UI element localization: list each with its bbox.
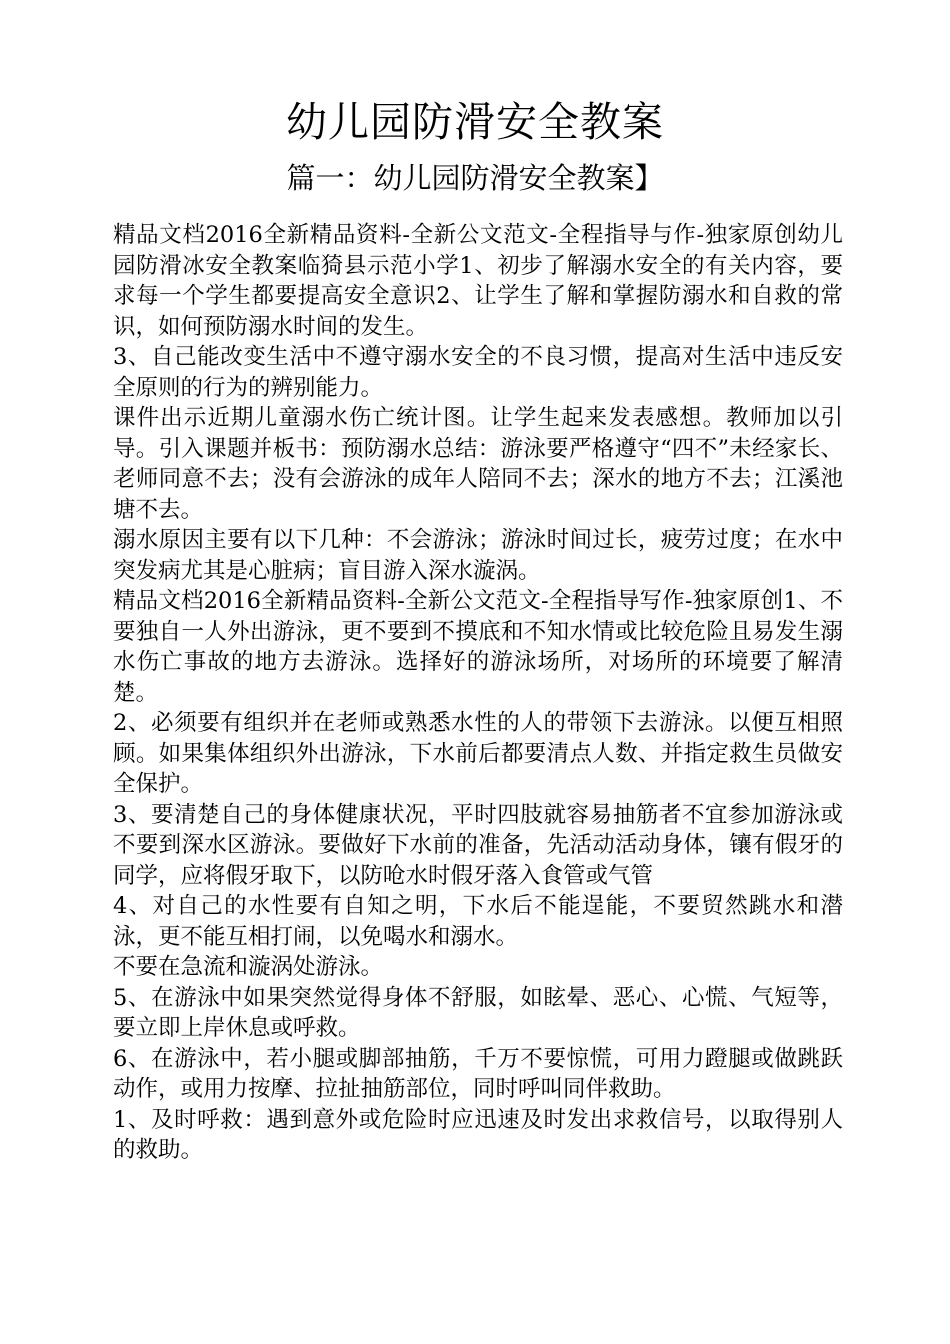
paragraph: 精品文档2016全新精品资料-全新公文范文-全程指导写作-独家原创1、不要独自一人外出游泳，更不要到不摸底和不知水情或比较危险且易发生溺水伤亡事故的地方去游泳。选择好的游泳场所，对场所的环境要了解清楚。 xyxy=(113,588,843,706)
paragraph: 课件出示近期儿童溺水伤亡统计图。让学生起来发表感想。教师加以引导。引入课题并板书：预防溺水总结：游泳要严格遵守“四不”未经家长、老师同意不去；没有会游泳的成年人陪同不去；深水的地方不去；江溪池塘不去。 xyxy=(113,405,843,523)
paragraph: 溺水原因主要有以下几种：不会游泳；游泳时间过长，疲劳过度；在水中突发病尤其是心脏病；盲目游入深水漩涡。 xyxy=(113,527,843,584)
paragraph: 3、要清楚自己的身体健康状况，平时四肢就容易抽筋者不宜参加游泳或不要到深水区游泳。要做好下水前的准备，先活动活动身体，镶有假牙的同学，应将假牙取下，以防呛水时假牙落入食管或气管 xyxy=(113,801,843,889)
paragraph: 5、在游泳中如果突然觉得身体不舒服，如眩晕、恶心、心慌、气短等，要立即上岸休息或呼救。 xyxy=(113,984,843,1041)
document-subtitle: 篇一：幼儿园防滑安全教案】 xyxy=(286,161,664,195)
document-body xyxy=(113,220,843,1166)
paragraph: 1、及时呼救：遇到意外或危险时应迅速及时发出求救信号，以取得别人的救助。 xyxy=(113,1106,843,1163)
paragraph: 精品文档2016全新精品资料-全新公文范文-全程指导与作-独家原创幼儿园防滑冰安全教案临猗县示范小学1、初步了解溺水安全的有关内容，要求每一个学生都要提高安全意识2、让学生了解和掌握防溺水和自救的常识，如何预防溺水时间的发生。 xyxy=(113,222,843,340)
paragraph: 2、必须要有组织并在老师或熟悉水性的人的带领下去游泳。以便互相照顾。如果集体组织外出游泳，下水前后都要清点人数、并指定救生员做安全保护。 xyxy=(113,710,843,797)
document-title: 幼儿园防滑安全教案 xyxy=(286,98,664,146)
paragraph: 3、自己能改变生活中不遵守溺水安全的不良习惯，提高对生活中违反安全原则的行为的辨别能力。 xyxy=(113,344,843,401)
paragraph: 不要在急流和漩涡处游泳。 xyxy=(113,954,384,980)
paragraph: 6、在游泳中，若小腿或脚部抽筋，千万不要惊慌，可用力蹬腿或做跳跃动作，或用力按摩、拉扯抽筋部位，同时呼叫同伴救助。 xyxy=(113,1045,843,1102)
paragraph: 4、对自己的水性要有自知之明，下水后不能逞能，不要贸然跳水和潜泳，更不能互相打闹，以免喝水和溺水。 xyxy=(113,893,843,950)
